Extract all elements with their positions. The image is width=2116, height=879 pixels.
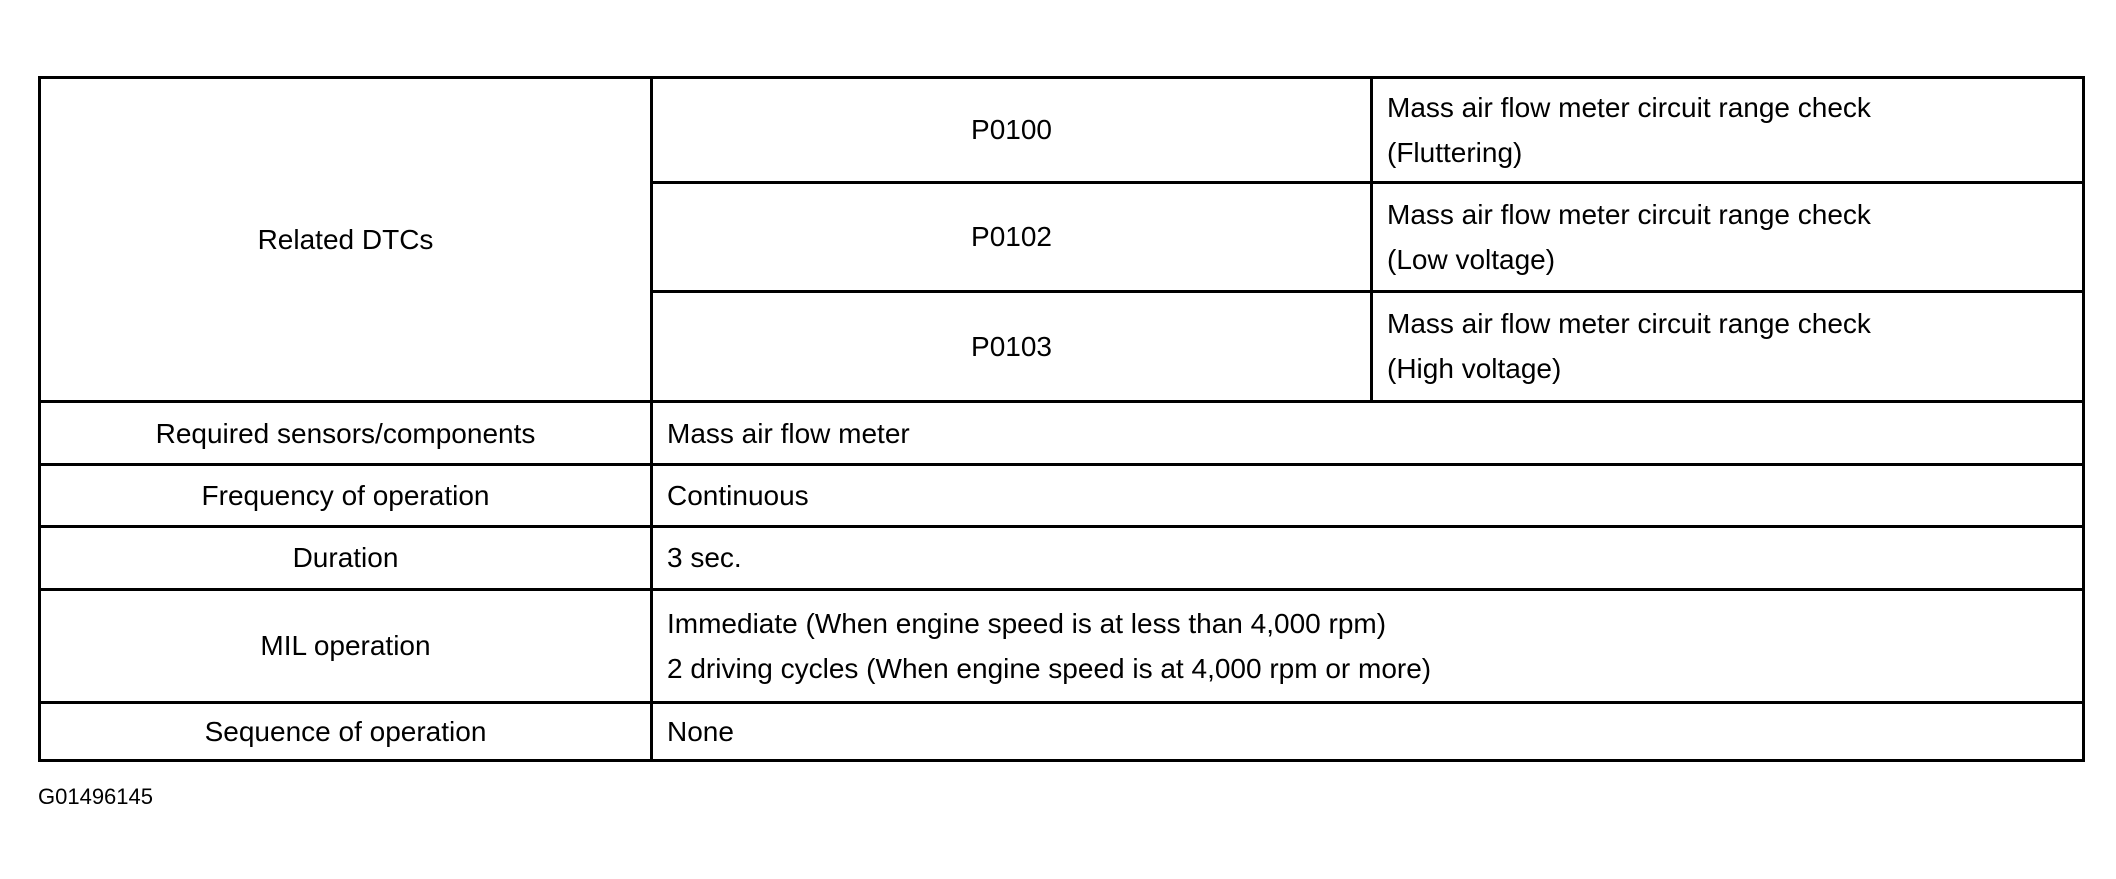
dtc-spec-table <box>38 76 2085 762</box>
row-value: None <box>652 702 2084 760</box>
table-row <box>40 527 2084 589</box>
dtc-code: P0103 <box>652 291 1372 402</box>
row-value: 3 sec. <box>652 527 2084 589</box>
row-value-line: Immediate (When engine speed is at less than 4,000 rpm) <box>667 607 1387 639</box>
table-row <box>40 78 2084 183</box>
row-value <box>652 589 2084 702</box>
row-value-line: 2 driving cycles (When engine speed is at 4,000 rpm or more) <box>667 652 1432 684</box>
table-row <box>40 589 2084 702</box>
table-row <box>40 702 2084 760</box>
dtc-description-line: (High voltage) <box>1387 353 1562 385</box>
row-label: Duration <box>40 527 652 589</box>
dtc-description-line: (Fluttering) <box>1387 136 1523 168</box>
table-row <box>40 464 2084 526</box>
dtc-description-line: Mass air flow meter circuit range check <box>1387 91 1871 123</box>
dtc-code: P0102 <box>652 182 1372 291</box>
dtc-code: P0100 <box>652 78 1372 183</box>
dtc-description-line: (Low voltage) <box>1387 243 1556 275</box>
dtc-description <box>1372 78 2084 183</box>
row-label: MIL operation <box>40 589 652 702</box>
row-label: Required sensors/components <box>40 402 652 464</box>
table-row <box>40 402 2084 464</box>
row-value: Mass air flow meter <box>652 402 2084 464</box>
dtc-description <box>1372 182 2084 291</box>
figure-id: G01496145 <box>38 784 153 809</box>
dtc-description <box>1372 291 2084 402</box>
dtc-description-line: Mass air flow meter circuit range check <box>1387 308 1871 340</box>
dtc-description-line: Mass air flow meter circuit range check <box>1387 198 1871 230</box>
related-dtcs-label: Related DTCs <box>40 78 652 402</box>
row-label: Frequency of operation <box>40 464 652 526</box>
row-value: Continuous <box>652 464 2084 526</box>
row-label: Sequence of operation <box>40 702 652 760</box>
